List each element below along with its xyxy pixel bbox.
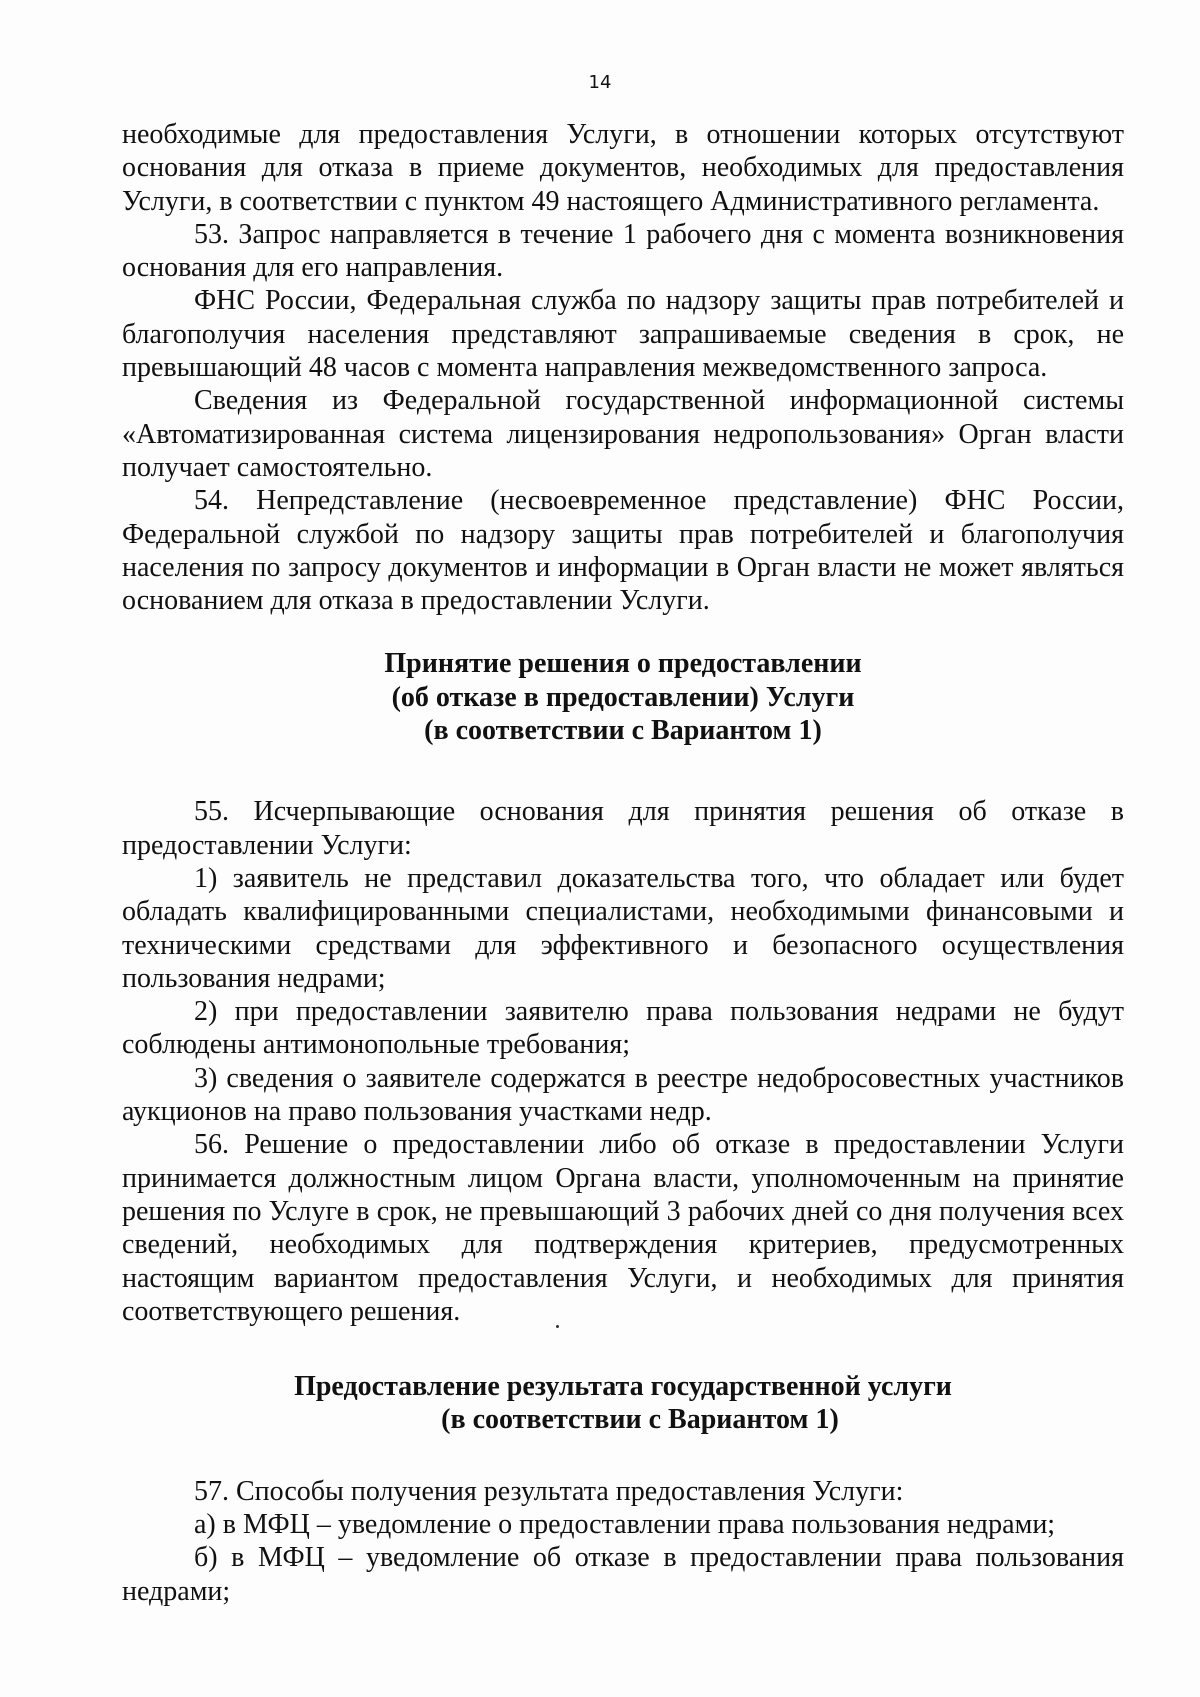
paragraph-57-item-a: а) в МФЦ – уведомление о предоставлении права пользования недрами; xyxy=(194,1508,1056,1540)
heading-line: Предоставление результата государственной услуги xyxy=(294,1371,952,1403)
paragraph-53: 53. Запрос направляется в течение 1 рабочего дня с момента возникновения основания для его направления. xyxy=(122,218,1124,284)
paragraph-57-item-b: б) в МФЦ – уведомление об отказе в предоставлении права пользования недрами; xyxy=(122,1542,1124,1607)
paragraph-svedenia: Сведения из Федеральной государственной информационной системы «Автоматизированная система лицензирования недропользования» Орган власти получает самостоятельно. xyxy=(122,385,1124,483)
section-heading-result xyxy=(122,1370,1124,1437)
scan-speck xyxy=(556,1325,559,1328)
paragraph-55-item-2: 2) при предоставлении заявителю права пользования недрами не будут соблюдены антимонопольные требования; xyxy=(122,996,1124,1061)
paragraph-54: 54. Непредставление (несвоевременное представление) ФНС России, Федеральной службой по надзору защиты прав потребителей и благополучия населения по запросу документов и информации в Орган власти не может являться основанием для отказа в предоставлении Услуги. xyxy=(122,485,1124,617)
paragraph-56: 56. Решение о предоставлении либо об отказе в предоставлении Услуги принимается должностным лицом Органа власти, уполномоченным на принятие решения по Услуге в срок, не превышающий 3 рабочих дней со дня получения всех сведений, необходимых для подтверждения критериев, предусмотренных настоящим вариантом предоставления Услуги, и необходимых для принятия соответствующего решения. xyxy=(122,1129,1124,1327)
heading-line: (в соответствии с Вариантом 1) xyxy=(424,715,822,747)
paragraph-fns: ФНС России, Федеральная служба по надзору защиты прав потребителей и благополучия населения представляют запрашиваемые сведения в срок, не превышающий 48 часов с момента направления межведомственного запроса. xyxy=(122,285,1124,384)
paragraph-55-item-1: 1) заявитель не представил доказательства того, что обладает или будет обладать квалифицированными специалистами, необходимыми финансовыми и техническими средствами для эффективного и безопасного осуществления пользования недрами; xyxy=(122,862,1124,994)
heading-line: (об отказе в предоставлении) Услуги xyxy=(391,681,855,713)
document-body xyxy=(122,118,1124,1608)
page-number: 14 xyxy=(588,72,612,93)
section-heading-decision xyxy=(122,647,1124,747)
paragraph-57: 57. Способы получения результата предоставления Услуги: xyxy=(194,1475,904,1507)
heading-line: Принятие решения о предоставлении xyxy=(384,648,862,680)
paragraph-55-item-3: 3) сведения о заявителе содержатся в реестре недобросовестных участников аукционов на право пользования участками недр. xyxy=(122,1062,1124,1128)
heading-line: (в соответствии с Вариантом 1) xyxy=(441,1404,839,1436)
paragraph-55: 55. Исчерпывающие основания для принятия решения об отказе в предоставлении Услуги: xyxy=(122,796,1124,861)
paragraph-continuation: необходимые для предоставления Услуги, в отношении которых отсутствуют основания для отказа в приеме документов, необходимых для предоставления Услуги, в соответствии с пунктом 49 настоящего Административного регламента. xyxy=(122,119,1124,217)
